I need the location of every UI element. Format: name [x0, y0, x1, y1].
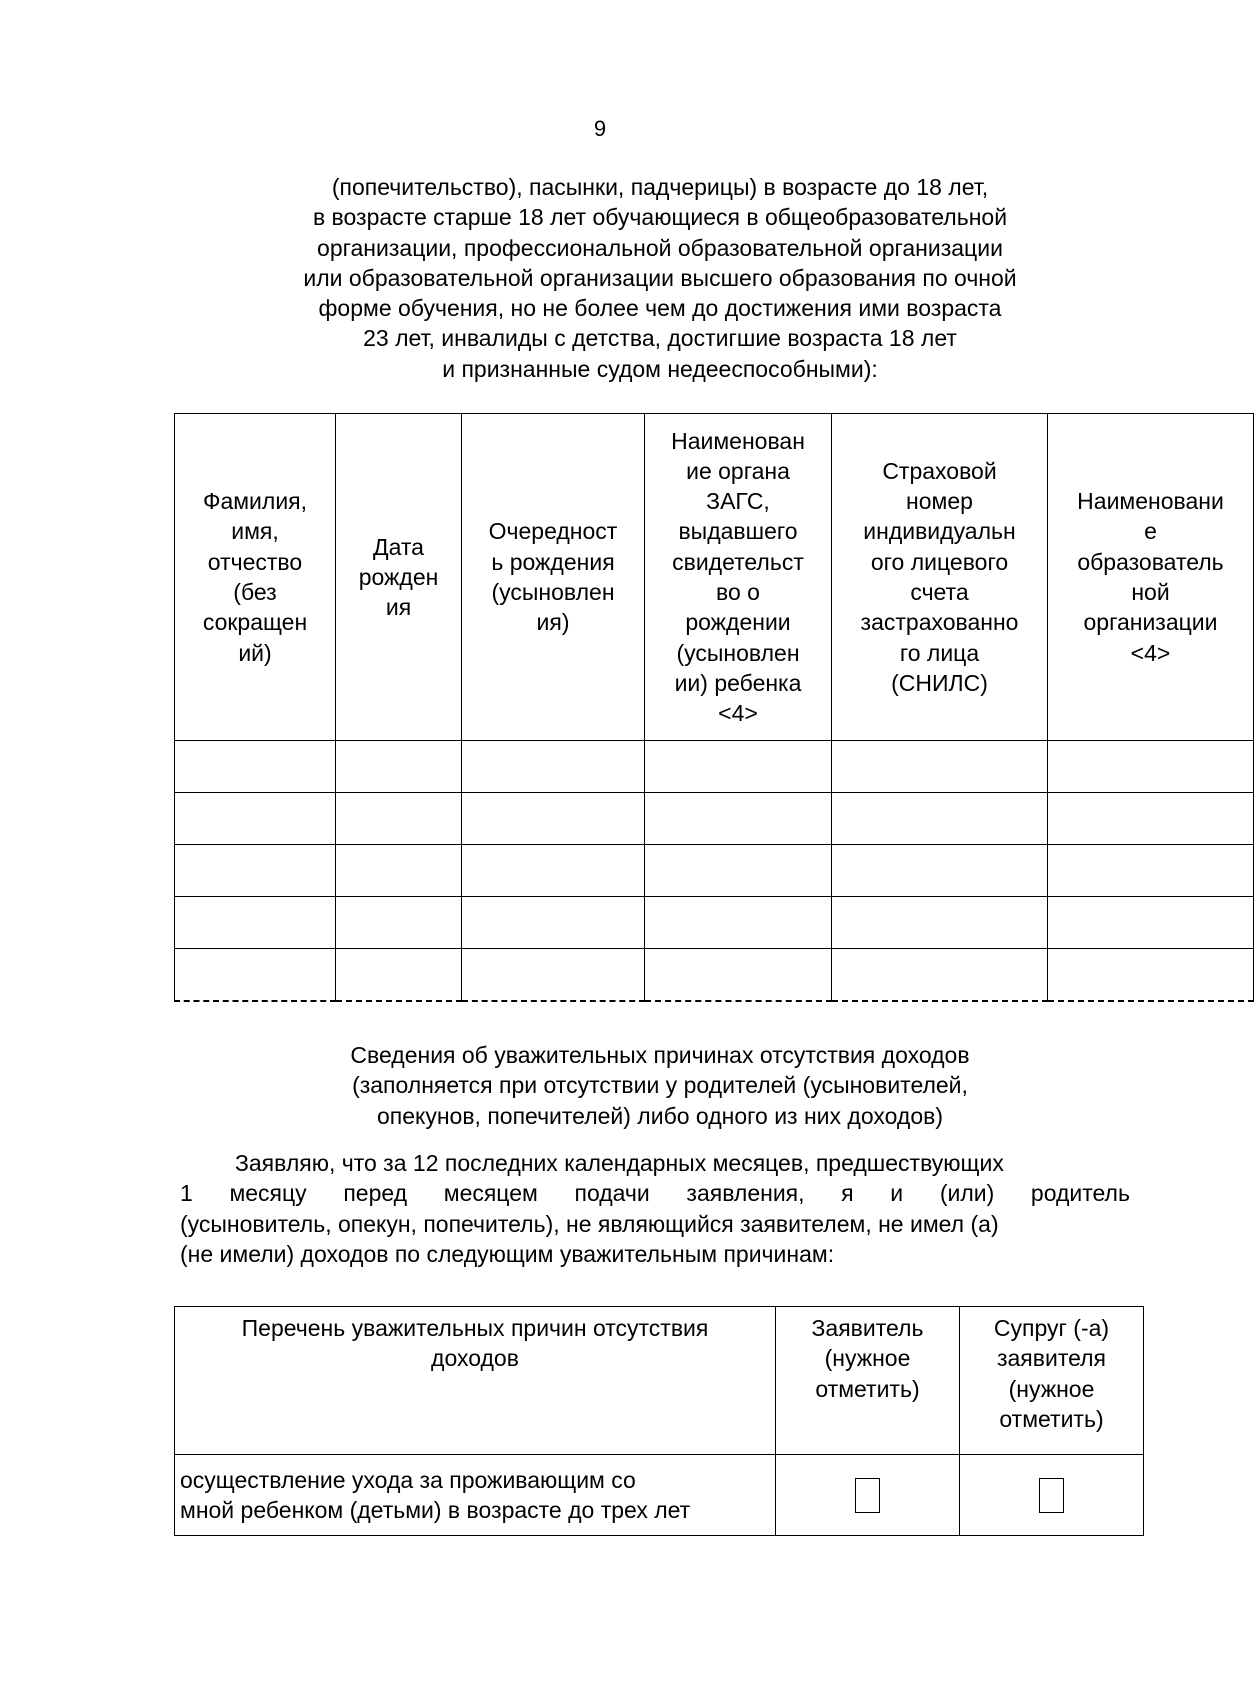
child-cell[interactable] — [832, 793, 1048, 845]
header-line: заявителя — [996, 1345, 1107, 1372]
child-cell[interactable] — [645, 949, 832, 1002]
child-cell[interactable] — [336, 741, 462, 793]
header-line: <4> — [1130, 639, 1171, 666]
spouse-checkbox[interactable] — [1039, 1478, 1064, 1513]
header-line: ий) — [238, 639, 272, 666]
header-line: Наименован — [671, 427, 805, 454]
declaration-line — [180, 1178, 1130, 1208]
declaration-line: (не имели) доходов по следующим уважительным причинам: — [180, 1240, 835, 1267]
intro-line: в возрасте старше 18 лет обучающиеся в общеобразовательной — [312, 204, 1008, 231]
header-line: ия — [385, 594, 412, 621]
header-line: (нужное — [1008, 1375, 1095, 1402]
header-reasons-list — [175, 1307, 776, 1455]
child-cell[interactable] — [336, 897, 462, 949]
child-cell[interactable] — [1048, 949, 1254, 1002]
child-cell[interactable] — [462, 793, 645, 845]
declaration-word: родитель — [1030, 1180, 1130, 1207]
header-line: го лица — [899, 639, 980, 666]
header-line: (усыновлен — [676, 639, 800, 666]
header-line: индивидуальн — [863, 518, 1016, 545]
header-line: свидетельст — [672, 548, 804, 575]
header-applicant — [776, 1307, 960, 1455]
child-cell[interactable] — [175, 949, 336, 1002]
intro-line: и признанные судом недееспособными): — [442, 355, 878, 382]
header-registry-office — [645, 414, 832, 741]
header-education-org — [1048, 414, 1254, 741]
child-cell[interactable] — [175, 897, 336, 949]
child-cell[interactable] — [1048, 897, 1254, 949]
child-cell[interactable] — [645, 845, 832, 897]
header-line: ной — [1131, 579, 1170, 605]
child-row — [175, 845, 1254, 897]
reason-line: осуществление ухода за проживающим со — [180, 1466, 636, 1493]
child-cell[interactable] — [832, 741, 1048, 793]
declaration-word: месяцу — [229, 1180, 307, 1207]
reasons-table — [174, 1306, 1144, 1536]
child-cell[interactable] — [832, 897, 1048, 949]
child-row — [175, 949, 1254, 1002]
child-cell[interactable] — [462, 741, 645, 793]
header-line: е — [1144, 518, 1157, 545]
child-cell[interactable] — [462, 845, 645, 897]
header-line: Страховой — [882, 457, 997, 484]
section-title-line: Сведения об уважительных причинах отсутствия доходов — [350, 1042, 970, 1068]
header-line: Очередност — [488, 518, 618, 545]
header-line: сокращен — [202, 609, 308, 636]
child-cell[interactable] — [1048, 793, 1254, 845]
intro-paragraph — [230, 172, 1090, 384]
header-line: застрахованно — [860, 609, 1019, 636]
header-line: Фамилия, — [202, 488, 308, 515]
declaration-line: Заявляю, что за 12 последних календарных месяцев, предшествующих — [235, 1150, 1004, 1176]
reason-row — [175, 1455, 1144, 1536]
declaration-word: месяцем — [443, 1180, 538, 1207]
header-line: Наименовани — [1077, 488, 1224, 515]
intro-line: форме обучения, но не более чем до достижения ими возраста — [318, 295, 1002, 322]
header-line: во о — [716, 579, 760, 605]
declaration-word: 1 — [180, 1180, 193, 1207]
child-cell[interactable] — [645, 741, 832, 793]
applicant-checkbox[interactable] — [855, 1478, 880, 1513]
header-line: (нужное — [824, 1345, 911, 1372]
reasons-table-header-row — [175, 1307, 1144, 1455]
checkbox-cell — [960, 1455, 1144, 1536]
child-cell[interactable] — [645, 897, 832, 949]
declaration-word: перед — [343, 1180, 408, 1207]
child-cell[interactable] — [175, 845, 336, 897]
child-cell[interactable] — [832, 845, 1048, 897]
declaration-word: подачи — [574, 1180, 650, 1207]
header-line: ого лицевого — [870, 548, 1009, 575]
header-line: доходов — [431, 1345, 519, 1372]
child-cell[interactable] — [462, 897, 645, 949]
child-cell[interactable] — [462, 949, 645, 1002]
header-line: <4> — [718, 700, 758, 727]
declaration-word: я — [841, 1180, 854, 1207]
header-full-name — [175, 414, 336, 741]
child-cell[interactable] — [645, 793, 832, 845]
header-line: Перечень уважительных причин отсутствия — [241, 1315, 709, 1341]
reason-text — [175, 1455, 776, 1536]
declaration-paragraph — [180, 1148, 1130, 1269]
header-line: ии) ребенка — [674, 669, 802, 696]
child-cell[interactable] — [175, 793, 336, 845]
child-row — [175, 793, 1254, 845]
header-line: имя, — [231, 518, 279, 545]
header-line: Дата — [373, 533, 424, 560]
section-title — [230, 1040, 1090, 1131]
header-birth-order — [462, 414, 645, 741]
declaration-word: (или) — [939, 1180, 995, 1207]
intro-line: организации, профессиональной образовательной организации — [317, 234, 1003, 261]
child-cell[interactable] — [832, 949, 1048, 1002]
header-line: отметить) — [999, 1405, 1104, 1432]
header-line: выдавшего — [678, 518, 798, 545]
header-line: рожден — [358, 563, 439, 590]
reason-line: мной ребенком (детьми) в возрасте до трех лет — [180, 1497, 691, 1523]
child-row — [175, 897, 1254, 949]
intro-line: или образовательной организации высшего образования по очной — [303, 264, 1017, 291]
header-line: Заявитель — [811, 1315, 924, 1341]
header-line: Супруг (-а) — [993, 1315, 1110, 1341]
header-line: (СНИЛС) — [891, 669, 988, 696]
header-line: ия) — [536, 609, 570, 636]
child-cell[interactable] — [1048, 845, 1254, 897]
children-table-header-row — [175, 414, 1254, 741]
header-line: ие органа — [686, 457, 790, 484]
intro-line: (попечительство), пасынки, падчерицы) в возрасте до 18 лет, — [331, 174, 989, 200]
header-line: образователь — [1077, 548, 1224, 575]
header-line: счета — [910, 579, 969, 605]
header-spouse — [960, 1307, 1144, 1455]
header-snils — [832, 414, 1048, 741]
declaration-line: (усыновитель, опекун, попечитель), не являющийся заявителем, не имел (а) — [180, 1210, 999, 1237]
section-title-line: (заполняется при отсутствии у родителей (усыновителей, — [352, 1072, 968, 1099]
child-cell[interactable] — [175, 741, 336, 793]
header-line: номер — [906, 488, 973, 515]
declaration-word: заявления, — [686, 1180, 805, 1207]
header-line: отчество — [207, 548, 303, 575]
children-table — [174, 413, 1254, 1002]
header-line: рождении — [685, 609, 791, 636]
header-line: (без — [233, 579, 277, 605]
child-cell[interactable] — [336, 793, 462, 845]
child-cell[interactable] — [336, 949, 462, 1002]
header-birth-date — [336, 414, 462, 741]
page-number: 9 — [593, 116, 607, 141]
child-cell[interactable] — [336, 845, 462, 897]
checkbox-cell — [776, 1455, 960, 1536]
header-line: (усыновлен — [491, 579, 615, 605]
header-line: ь рождения — [491, 548, 615, 575]
section-title-line: опекунов, попечителей) либо одного из них доходов) — [376, 1102, 943, 1129]
header-line: ЗАГС, — [706, 488, 770, 515]
child-cell[interactable] — [1048, 741, 1254, 793]
child-row — [175, 741, 1254, 793]
declaration-word: и — [890, 1180, 904, 1207]
intro-line: 23 лет, инвалиды с детства, достигшие возраста 18 лет — [363, 325, 957, 352]
header-line: отметить) — [815, 1375, 920, 1402]
header-line: организации — [1083, 609, 1218, 636]
